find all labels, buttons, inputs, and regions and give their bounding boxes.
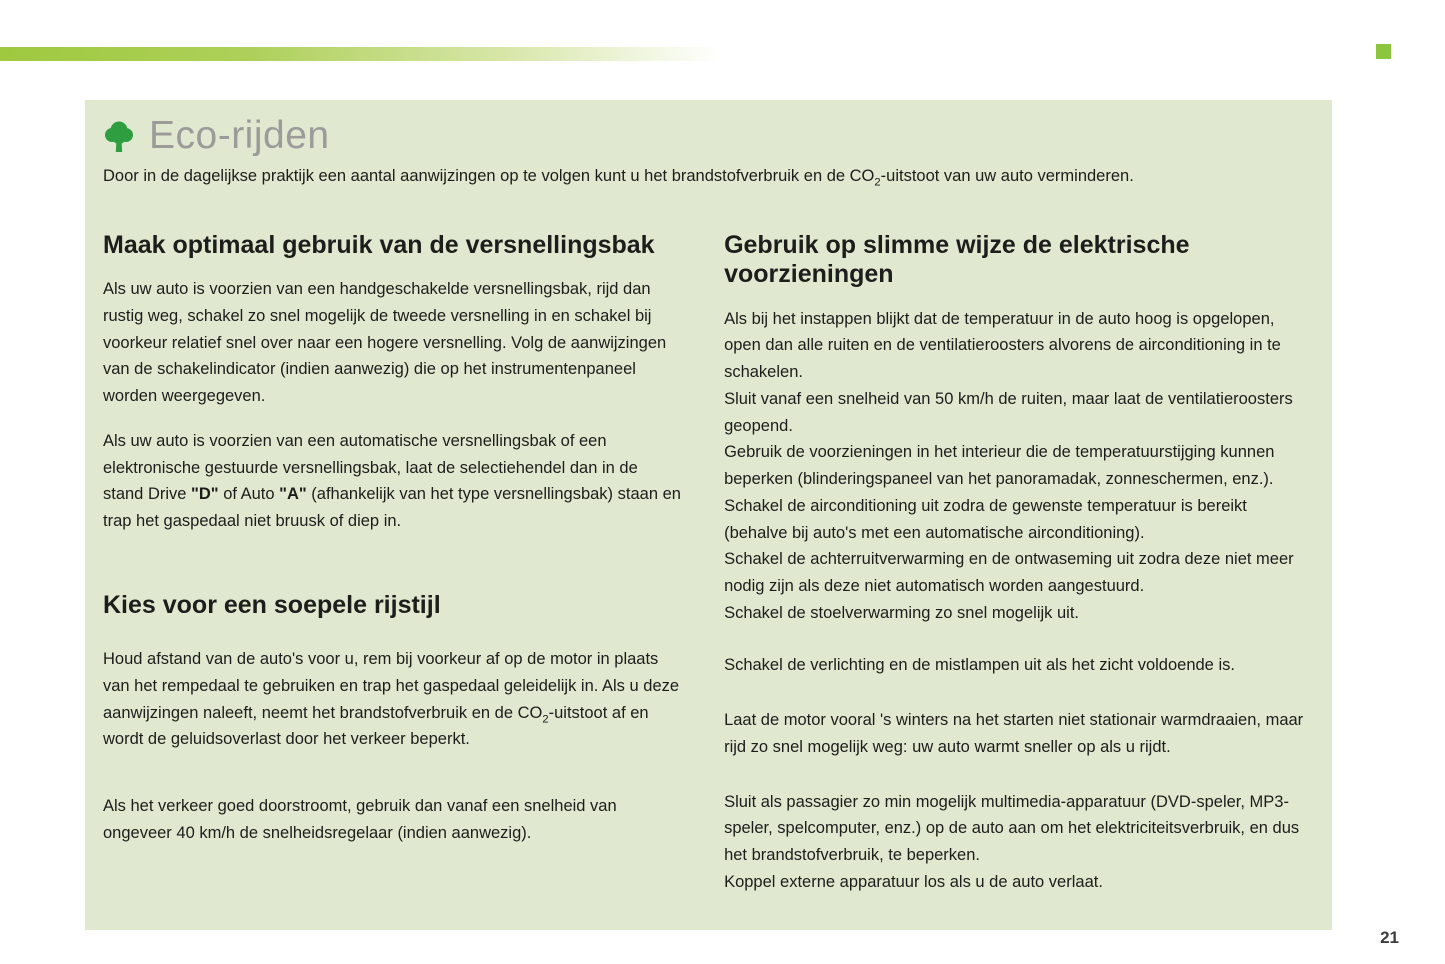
page-header bbox=[103, 112, 1314, 160]
intro-part1: Door in de dagelijkse praktijk een aantal aanwijzingen op te volgen kunt u het brandstofverbruik en de CO bbox=[103, 167, 875, 185]
co2-subscript: 2 bbox=[874, 176, 881, 189]
page-number: 21 bbox=[1380, 928, 1399, 947]
paragraph: Als bij het instappen blijkt dat de temperatuur in de auto hoog is opgelopen, open dan alle ruiten en de ventilatieroosters alvorens de airconditioning in te schakelen. bbox=[724, 309, 1281, 382]
paragraph: Schakel de airconditioning uit zodra de gewenste temperatuur is bereikt (behalve bij auto's met een automatische airconditioning). bbox=[724, 496, 1247, 542]
paragraph: Sluit vanaf een snelheid van 50 km/h de ruiten, maar laat de ventilatieroosters geopend. bbox=[724, 389, 1293, 435]
paragraph: Als uw auto is voorzien van een handgeschakelde versnellingsbak, rijd dan rustig weg, schakel zo snel mogelijk de tweede versnelling in en schakel bij voorkeur relatief snel over naar een hogere versnelling. Volg de aanwijzingen van de schakelindicator (indien aanwezig) die op het instrumentenpaneel worden weergegeven. bbox=[103, 280, 667, 406]
paragraph: Houd afstand van de auto's voor u, rem bij voorkeur af op de motor in plaats van het rempedaal te gebruiken en trap het gaspedaal geleidelijk in. Als u deze aanwijzingen naleeft, neemt het brandstofverbruik en de $CO_2$-uitstoot af en wordt de geluidsoverlast door het verkeer beperkt. bbox=[103, 650, 680, 749]
tree-icon bbox=[103, 119, 135, 153]
paragraph: Schakel de achterruitverwarming en de ontwaseming uit zodra deze niet meer nodig zijn als deze niet automatisch worden aangestuurd. bbox=[724, 550, 1294, 595]
section-heading-electrical: Gebruik op slimme wijze de elektrische voorzieningen bbox=[724, 230, 1190, 289]
page-title: Eco-rijden bbox=[149, 114, 330, 157]
right-column bbox=[724, 231, 1314, 896]
paragraph: Schakel de verlichting en de mistlampen uit als het zicht voldoende is. bbox=[724, 656, 1235, 675]
co2-subscript: 2 bbox=[542, 712, 549, 725]
decorative-corner-square bbox=[1376, 44, 1391, 59]
intro-text bbox=[103, 164, 1314, 189]
two-column-layout bbox=[103, 231, 1314, 896]
left-column bbox=[103, 231, 682, 896]
paragraph: Gebruik de voorzieningen in het interieur die de temperatuurstijging kunnen beperken (blinderingspaneel van het panoramadak, zonneschermen, enz.). bbox=[724, 443, 1275, 489]
auto-a-bold: "A" bbox=[279, 485, 307, 504]
paragraph: Als uw auto is voorzien van een automatische versnellingsbak of een elektronische gestuurde versnellingsbak, laat de selectiehendel dan in de stand Drive "D" of Auto "A" (afhankelijk van het type versnellingsbak) staan en trap het gaspedaal niet bruusk of diep in. bbox=[103, 431, 681, 530]
paragraph: Als het verkeer goed doorstroomt, gebruik dan vanaf een snelheid van ongeveer 40 km/h de snelheidsregelaar (indien aanwezig). bbox=[103, 797, 617, 842]
electrical-tips-block bbox=[724, 306, 1314, 627]
paragraph: Sluit als passagier zo min mogelijk multimedia-apparatuur (DVD-speler, MP3-speler, spelcomputer, enz.) op de auto aan om het elektriciteitsverbruik, en dus het brandstofverbruik, te beperken. bbox=[724, 792, 1300, 864]
paragraph: Schakel de stoelverwarming zo snel mogelijk uit. bbox=[724, 603, 1079, 622]
section-heading-gearbox: Maak optimaal gebruik van de versnellingsbak bbox=[103, 230, 655, 259]
section-heading-driving-style: Kies voor een soepele rijstijl bbox=[103, 590, 441, 619]
intro-part2: -uitstoot van uw auto verminderen. bbox=[880, 167, 1134, 185]
decorative-gradient-bar bbox=[0, 47, 720, 61]
eco-driving-panel bbox=[85, 100, 1332, 930]
paragraph: Laat de motor vooral 's winters na het starten niet stationair warmdraaien, maar rijd zo snel mogelijk weg: uw auto warmt sneller op als u rijdt. bbox=[724, 711, 1304, 756]
drive-d-bold: "D" bbox=[191, 485, 219, 504]
paragraph: Koppel externe apparatuur los als u de auto verlaat. bbox=[724, 872, 1103, 891]
multimedia-tips-block bbox=[724, 789, 1314, 896]
